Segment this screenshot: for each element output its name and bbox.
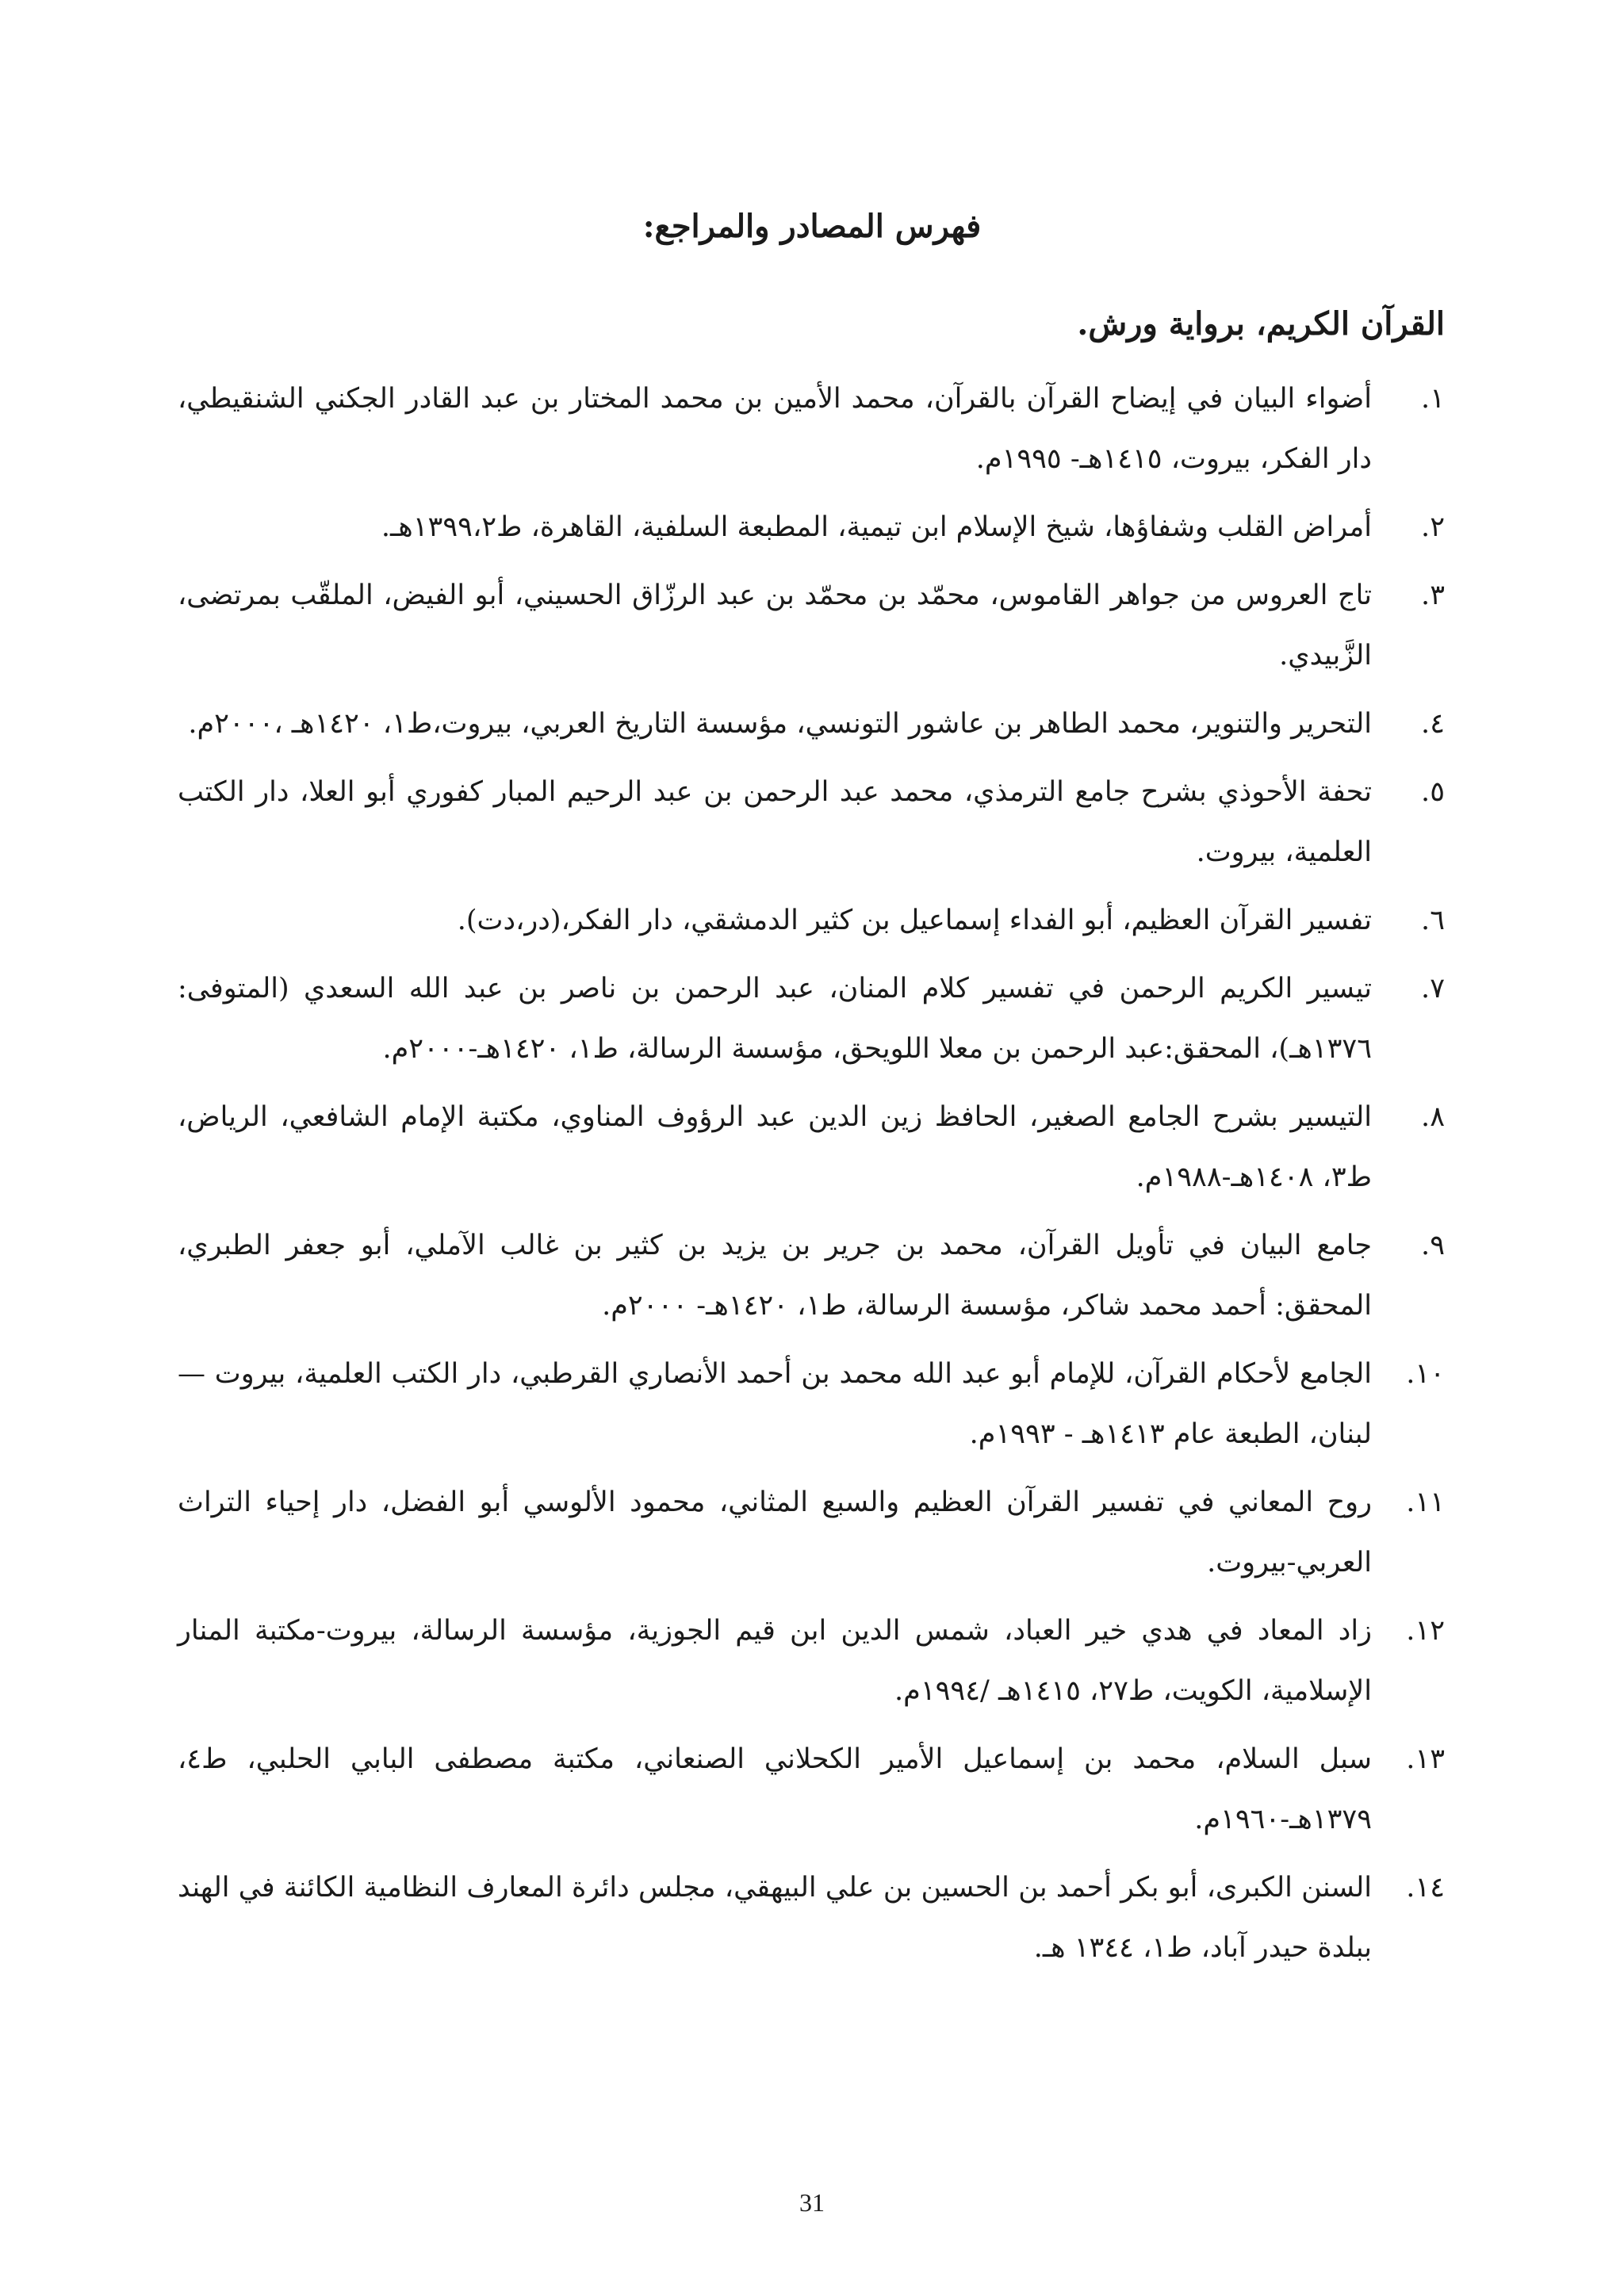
reference-number: ٥. bbox=[1421, 776, 1445, 808]
reference-text: السنن الكبرى، أبو بكر أحمد بن الحسين بن علي البيهقي، مجلس دائرة المعارف النظامية الكائنة في الهند ببلدة حيدر آباد، ط١، ١٣٤٤ هـ. bbox=[178, 1872, 1372, 1964]
page-number: 31 bbox=[799, 2188, 825, 2217]
reference-text: التحرير والتنوير، محمد الطاهر بن عاشور التونسي، مؤسسة التاريخ العربي، بيروت،ط١، ١٤٢٠هـ ،٢٠٠٠م. bbox=[188, 708, 1372, 740]
reference-item bbox=[178, 1729, 1445, 1850]
reference-text: جامع البيان في تأويل القرآن، محمد بن جرير بن يزيد بن كثير بن غالب الآملي، أبو جعفر الطبري، المحقق: أحمد محمد شاكر، مؤسسة الرسالة، ط١، ١٤٢٠هـ- ٢٠٠٠م. bbox=[178, 1230, 1372, 1322]
reference-text: روح المعاني في تفسير القرآن العظيم والسبع المثاني، محمود الألوسي أبو الفضل، دار إحياء التراث العربي-بيروت. bbox=[178, 1487, 1372, 1578]
reference-number: ١٢. bbox=[1406, 1615, 1445, 1647]
reference-text: تفسير القرآن العظيم، أبو الفداء إسماعيل بن كثير الدمشقي، دار الفكر،(در،دت). bbox=[457, 905, 1372, 936]
reference-number: ١٣. bbox=[1406, 1743, 1445, 1775]
reference-item bbox=[178, 1344, 1445, 1464]
reference-item bbox=[178, 1601, 1445, 1721]
reference-item bbox=[178, 1215, 1445, 1336]
reference-number: ٣. bbox=[1421, 580, 1445, 611]
reference-text: سبل السلام، محمد بن إسماعيل الأمير الكحلاني الصنعاني، مكتبة مصطفى البابي الحلبي، ط٤، ١٣٧٩هـ-١٩٦٠م. bbox=[178, 1743, 1372, 1835]
reference-item bbox=[178, 369, 1445, 489]
reference-number: ٢. bbox=[1421, 511, 1445, 543]
reference-text: تيسير الكريم الرحمن في تفسير كلام المنان، عبد الرحمن بن ناصر بن عبد الله السعدي (المتوفى: ١٣٧٦هـ)، المحقق:عبد الرحمن بن معلا اللويحق، مؤسسة الرسالة، ط١، ١٤٢٠هـ-٢٠٠٠م. bbox=[178, 973, 1372, 1065]
reference-item bbox=[178, 497, 1445, 557]
reference-item bbox=[178, 1472, 1445, 1593]
reference-text: الجامع لأحكام القرآن، للإمام أبو عبد الله محمد بن أحمد الأنصاري القرطبي، دار الكتب العلمية، بيروت — لبنان، الطبعة عام ١٤١٣هـ - ١٩٩٣م. bbox=[178, 1358, 1372, 1450]
reference-item bbox=[178, 1858, 1445, 1978]
reference-text: التيسير بشرح الجامع الصغير، الحافظ زين الدين عبد الرؤوف المناوي، مكتبة الإمام الشافعي، الرياض، ط٣، ١٤٠٨هـ-١٩٨٨م. bbox=[178, 1101, 1372, 1193]
reference-number: ٤. bbox=[1421, 708, 1445, 740]
section-subtitle: القرآن الكريم، برواية ورش. bbox=[1077, 305, 1445, 342]
reference-number: ٨. bbox=[1421, 1101, 1445, 1133]
reference-item bbox=[178, 959, 1445, 1079]
references-list bbox=[178, 369, 1445, 1986]
reference-item bbox=[178, 1087, 1445, 1207]
page-title: فهرس المصادر والمراجع: bbox=[642, 208, 982, 245]
reference-text: أمراض القلب وشفاؤها، شيخ الإسلام ابن تيمية، المطبعة السلفية، القاهرة، ط١٣٩٩،٢هـ. bbox=[381, 511, 1372, 543]
reference-item bbox=[178, 694, 1445, 754]
reference-number: ٦. bbox=[1421, 905, 1445, 936]
reference-number: ١٠. bbox=[1406, 1358, 1445, 1390]
reference-number: ٧. bbox=[1421, 973, 1445, 1004]
reference-number: ١. bbox=[1421, 383, 1445, 415]
reference-item bbox=[178, 565, 1445, 686]
reference-item bbox=[178, 890, 1445, 951]
reference-text: زاد المعاد في هدي خير العباد، شمس الدين ابن قيم الجوزية، مؤسسة الرسالة، بيروت-مكتبة المنار الإسلامية، الكويت، ط٢٧، ١٤١٥هـ /١٩٩٤م. bbox=[178, 1615, 1372, 1707]
reference-text: أضواء البيان في إيضاح القرآن بالقرآن، محمد الأمين بن محمد المختار بن عبد القادر الجكني الشنقيطي، دار الفكر، بيروت، ١٤١٥هـ- ١٩٩٥م. bbox=[178, 383, 1372, 475]
reference-item bbox=[178, 762, 1445, 882]
reference-number: ٩. bbox=[1421, 1230, 1445, 1261]
reference-text: تاج العروس من جواهر القاموس، محمّد بن محمّد بن عبد الرزّاق الحسيني، أبو الفيض، الملقّب بمرتضى، الزَّبيدي. bbox=[178, 580, 1372, 672]
reference-text: تحفة الأحوذي بشرح جامع الترمذي، محمد عبد الرحمن بن عبد الرحيم المبار كفوري أبو العلا، دار الكتب العلمية، بيروت. bbox=[178, 776, 1372, 868]
reference-number: ١٤. bbox=[1406, 1872, 1445, 1904]
reference-number: ١١. bbox=[1406, 1487, 1445, 1518]
